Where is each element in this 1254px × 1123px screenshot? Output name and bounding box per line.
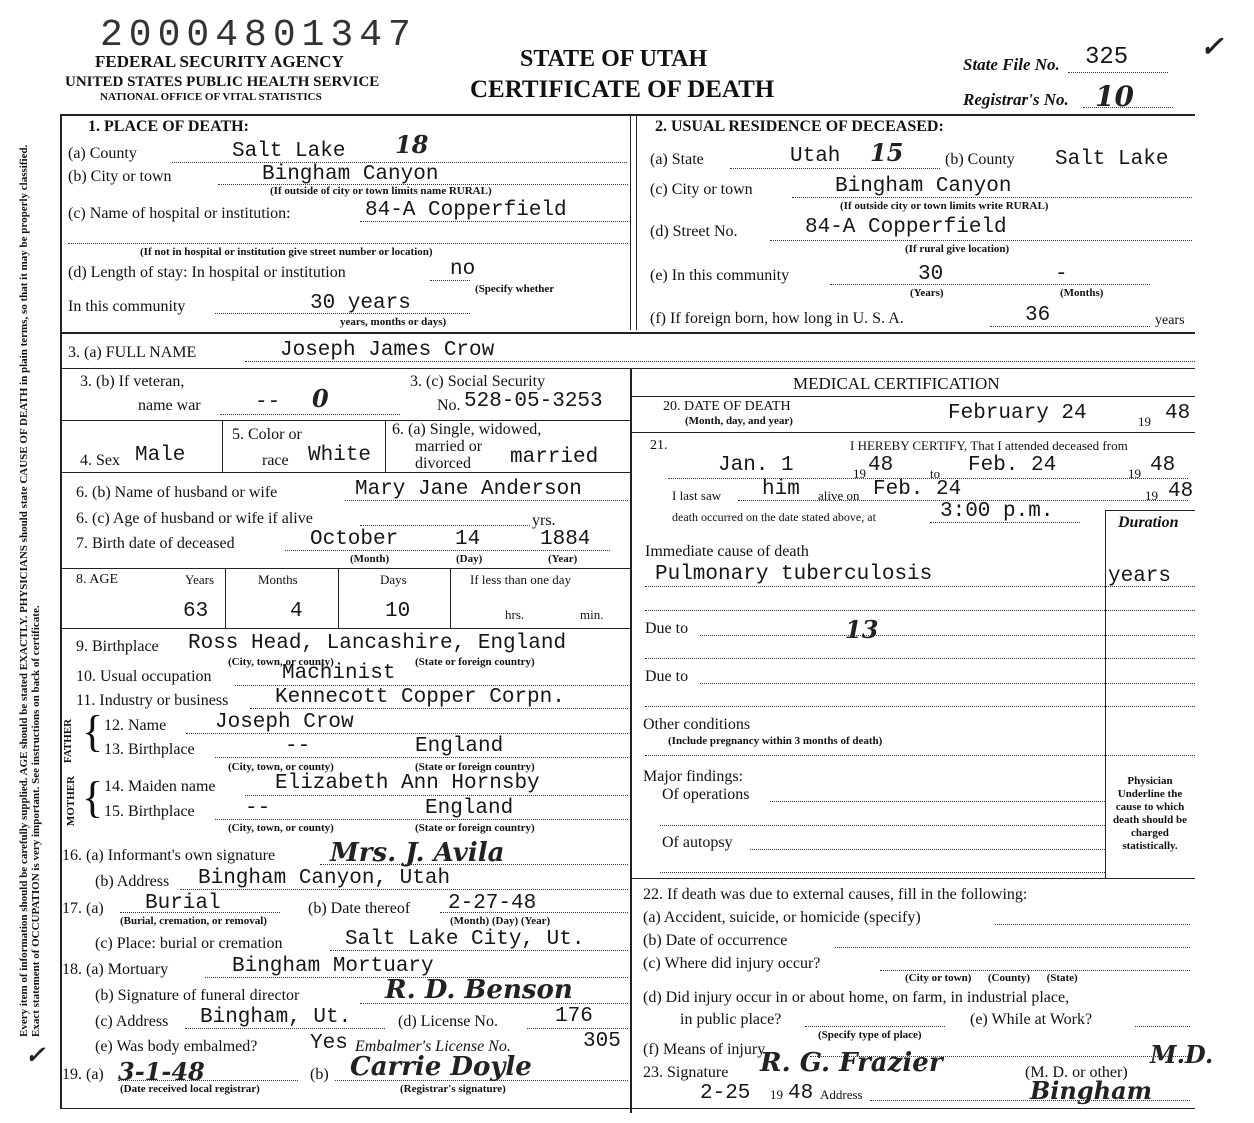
alive-year: 48: [1168, 480, 1194, 503]
s1-city-note: (If outside of city or town limits name RURAL): [270, 185, 492, 197]
father-birthplace-country: England: [415, 735, 504, 758]
place-type-note: (Specify type of place): [818, 1029, 922, 1041]
s2-foreign-value: 36: [1025, 304, 1051, 327]
ss-no-label: No.: [437, 397, 461, 414]
veteran-label: 3. (b) If veteran,: [80, 373, 185, 390]
birthplace-state-note: (State or foreign country): [415, 656, 535, 668]
full-name-value: Joseph James Crow: [280, 339, 495, 362]
home-label: (d) Did injury occur in or about home, on farm, in industrial place,: [643, 989, 1070, 1006]
mother-birthplace-country: England: [425, 797, 514, 820]
accident-label: (a) Accident, suicide, or homicide (specify): [643, 909, 921, 926]
state-file-label: State File No.: [963, 55, 1060, 74]
agency-name: FEDERAL SECURITY AGENCY: [95, 52, 344, 71]
signature-address-value: Bingham: [1030, 1076, 1153, 1105]
s2-county-label: (b) County: [945, 151, 1015, 168]
registrar-sig-note: (Registrar's signature): [400, 1083, 506, 1095]
s1-community-note: years, months or days): [340, 316, 447, 328]
age-years: 63: [183, 600, 209, 623]
father-name-label: 12. Name: [104, 717, 167, 734]
occupation-value: Machinist: [282, 662, 396, 685]
race-label: race: [262, 452, 289, 469]
registrar-signature: Carrie Doyle: [350, 1052, 532, 1082]
last-saw-label: I last saw: [672, 488, 722, 503]
mother-bp-state-note: (State or foreign country): [415, 822, 535, 834]
sex-label: 4. Sex: [80, 452, 120, 469]
informant-signature: Mrs. J. Avila: [330, 838, 505, 868]
s2-foreign-label: (f) If foreign born, how long in U. S. A.: [650, 310, 904, 327]
s2-community-label: (e) In this community: [650, 267, 790, 284]
state-file-value: 325: [1085, 44, 1129, 71]
received-note: (Date received local registrar): [120, 1083, 260, 1095]
alive-label: alive on: [818, 488, 860, 503]
birth-month-note: (Month): [350, 553, 390, 565]
marital-label-2: married or: [415, 438, 483, 455]
external-causes-label: 22. If death was due to external causes, fill in the following:: [643, 886, 1028, 903]
birth-year: 1884: [540, 528, 591, 551]
director-label: (b) Signature of funeral director: [95, 987, 300, 1004]
duration-label: Duration: [1118, 514, 1179, 531]
duration-value: years: [1108, 565, 1172, 588]
s2-community-years: 30: [918, 263, 944, 286]
s2-city-value: Bingham Canyon: [835, 175, 1012, 198]
mother-name-value: Elizabeth Ann Hornsby: [275, 772, 540, 795]
attended-to-date: Feb. 24: [968, 454, 1057, 477]
mother-birthplace-city: --: [245, 797, 271, 820]
due-to-label-1: Due to: [645, 620, 689, 637]
s2-county-value: Salt Lake: [1055, 148, 1169, 171]
disposal-label: 17. (a): [62, 900, 104, 917]
s2-city-label: (c) City or town: [650, 181, 753, 198]
age-days-label: Days: [380, 572, 407, 587]
spouse-age-unit: yrs.: [532, 512, 556, 529]
state-title: STATE OF UTAH: [520, 46, 708, 72]
major-findings-label: Major findings:: [643, 768, 743, 785]
where-label: (c) Where did injury occur?: [643, 955, 821, 972]
attended-to-prefix: 19: [1128, 466, 1141, 481]
check-mark-left: ✓: [25, 1040, 46, 1069]
death-date-label: 20. DATE OF DEATH: [663, 399, 791, 414]
cert-text: I HEREBY CERTIFY, That I attended deceased from: [850, 438, 1128, 453]
ss-value: 528-05-3253: [464, 390, 603, 413]
birthplace-label: 9. Birthplace: [76, 638, 159, 655]
s1-county-value: Salt Lake: [232, 140, 346, 163]
s2-years-note: (Years): [910, 287, 944, 299]
certificate-number: 20004801347: [100, 14, 417, 57]
spouse-age-label: 6. (c) Age of husband or wife if alive: [76, 510, 313, 527]
ss-label: 3. (c) Social Security: [410, 373, 546, 390]
service-name: UNITED STATES PUBLIC HEALTH SERVICE: [65, 74, 380, 90]
where-note: (City or town) (County) (State): [905, 972, 1078, 984]
received-label: 19. (a): [62, 1066, 104, 1083]
father-birthplace-label: 13. Birthplace: [104, 741, 195, 758]
operations-label: Of operations: [662, 786, 750, 803]
age-years-label: Years: [185, 572, 215, 587]
other-conditions-note: (Include pregnancy within 3 months of death): [668, 735, 883, 747]
disposal-value: Burial: [145, 892, 221, 915]
color-label: 5. Color or: [232, 426, 302, 443]
s1-community-label: In this community: [68, 298, 186, 315]
disposal-date-value: 2-27-48: [448, 892, 537, 915]
s1-stay-label: (d) Length of stay: In hospital or institution: [68, 264, 346, 281]
sex-value: Male: [135, 444, 186, 467]
director-signature: R. D. Benson: [385, 975, 573, 1005]
s1-community-value: 30 years: [310, 292, 411, 315]
s2-state-value: Utah: [790, 145, 841, 168]
mother-side-label: MOTHER: [65, 775, 78, 827]
license-label: (d) License No.: [398, 1013, 498, 1030]
death-time: 3:00 p.m.: [940, 500, 1054, 523]
physician-signature: R. G. Frazier: [760, 1048, 943, 1078]
death-date-value: February 24: [948, 402, 1087, 425]
signature-year: 48: [788, 1082, 814, 1105]
disposal-date-label: (b) Date thereof: [308, 900, 411, 917]
brace-mother: {: [82, 773, 104, 822]
spouse-label: 6. (b) Name of husband or wife: [76, 484, 278, 501]
birth-day: 14: [455, 528, 481, 551]
marital-value: married: [510, 446, 599, 469]
s2-foreign-unit: years: [1155, 313, 1185, 328]
alive-prefix: 19: [1145, 488, 1158, 503]
check-mark-top: ✓: [1200, 30, 1224, 63]
other-conditions-label: Other conditions: [643, 716, 751, 733]
war-value: --: [255, 391, 281, 414]
public-label: in public place?: [680, 1011, 782, 1028]
mother-name-label: 14. Maiden name: [104, 778, 216, 795]
medical-title: MEDICAL CERTIFICATION: [793, 374, 1000, 393]
father-side-label: FATHER: [62, 718, 75, 764]
death-year-value: 48: [1165, 402, 1191, 425]
birthplace-city-note: (City, town, or county): [228, 656, 334, 668]
embalmer-license-label: Embalmer's License No.: [355, 1038, 511, 1055]
age-days: 10: [385, 600, 411, 623]
s1-hospital-note: (If not in hospital or institution give street number or location): [140, 246, 433, 258]
attended-from-prefix: 19: [853, 466, 866, 481]
occupation-label: 10. Usual occupation: [76, 668, 212, 685]
mortuary-value: Bingham Mortuary: [232, 955, 434, 978]
father-birthplace-city: --: [285, 735, 311, 758]
s2-city-note: (If outside city or town limits write RURAL): [840, 200, 1049, 212]
s2-state-label: (a) State: [650, 151, 704, 168]
birth-date-label: 7. Birth date of deceased: [76, 535, 235, 552]
s2-street-note: (If rural give location): [905, 243, 1010, 255]
embalmer-license-value: 305: [583, 1030, 621, 1053]
s1-county-mark: 18: [395, 130, 429, 159]
due-to-label-2: Due to: [645, 668, 689, 685]
s1-city-value: Bingham Canyon: [262, 163, 439, 186]
autopsy-label: Of autopsy: [662, 834, 733, 851]
license-value: 176: [555, 1005, 593, 1028]
signature-address-label: Address: [820, 1087, 863, 1102]
full-name-label: 3. (a) FULL NAME: [68, 344, 197, 361]
mother-bp-city-note: (City, town, or county): [228, 822, 334, 834]
s2-street-label: (d) Street No.: [650, 223, 738, 240]
disposal-date-note: (Month) (Day) (Year): [450, 915, 551, 927]
underline-note: Physician Underline the cause to which death should be charged statistically.: [1113, 775, 1187, 852]
mortuary-address-label: (c) Address: [95, 1013, 169, 1030]
registrar-number-label: Registrar's No.: [963, 90, 1069, 109]
s2-state-mark: 15: [870, 138, 904, 167]
received-value: 3-1-48: [118, 1057, 205, 1086]
burial-place-value: Salt Lake City, Ut.: [345, 928, 585, 951]
s2-community-months: -: [1055, 263, 1068, 286]
war-mark: 0: [312, 384, 329, 413]
attended-to-label: to: [930, 466, 941, 481]
age-months-label: Months: [258, 572, 298, 587]
birth-month: October: [310, 528, 399, 551]
attended-from-date: Jan. 1: [718, 454, 794, 477]
office-name: NATIONAL OFFICE OF VITAL STATISTICS: [100, 91, 322, 103]
s1-county-label: (a) County: [68, 145, 137, 162]
at-work-label: (e) While at Work?: [970, 1011, 1093, 1028]
informant-address-value: Bingham Canyon, Utah: [198, 867, 451, 890]
residence-title: 2. USUAL RESIDENCE OF DECEASED:: [655, 118, 944, 135]
registrar-sig-label: (b): [310, 1066, 329, 1083]
attended-to-year: 48: [1150, 454, 1176, 477]
means-label: (f) Means of injury: [643, 1041, 766, 1058]
s2-months-note: (Months): [1060, 287, 1104, 299]
alive-date: Feb. 24: [873, 478, 962, 501]
father-bp-state-note: (State or foreign country): [415, 761, 535, 773]
mother-birthplace-label: 15. Birthplace: [104, 803, 195, 820]
signature-date: 2-25: [700, 1082, 751, 1105]
attended-from-year: 48: [868, 454, 894, 477]
s1-stay-value: no: [450, 258, 476, 281]
embalmed-value: Yes: [310, 1032, 348, 1055]
industry-value: Kennecott Copper Corpn.: [275, 686, 565, 709]
brace-father: {: [82, 707, 104, 756]
s2-street-value: 84-A Copperfield: [805, 216, 1007, 239]
birthplace-value: Ross Head, Lancashire, England: [188, 632, 567, 655]
age-lt-label: If less than one day: [470, 572, 572, 587]
race-value: White: [308, 444, 372, 467]
s1-hospital-label: (c) Name of hospital or institution:: [68, 205, 291, 222]
burial-place-label: (c) Place: burial or cremation: [95, 935, 283, 952]
s1-hospital-value: 84-A Copperfield: [365, 199, 567, 222]
marital-label-1: 6. (a) Single, widowed,: [392, 421, 542, 438]
war-label: name war: [138, 397, 201, 414]
md-value: M.D.: [1150, 1040, 1214, 1069]
informant-label: 16. (a) Informant's own signature: [62, 847, 276, 864]
last-saw-value: him: [762, 478, 800, 501]
s1-city-label: (b) City or town: [68, 168, 172, 185]
immediate-cause-label: Immediate cause of death: [645, 543, 809, 560]
birth-year-note: (Year): [548, 553, 578, 565]
cert-label: 21.: [650, 438, 668, 453]
signature-year-prefix: 19: [770, 1087, 783, 1102]
industry-label: 11. Industry or business: [76, 692, 229, 709]
informant-address-label: (b) Address: [95, 873, 170, 890]
margin-instructions: Every item of information should be carefully supplied. AGE should be stated EXACTLY. PHYSICIANS should state CAUSE OF DEATH in plain terms, so that it may be properly classified. Exact statement of OCCUPATION is very important. See instructions on back of certificate.: [18, 144, 42, 1037]
age-months: 4: [290, 600, 303, 623]
mortuary-address-value: Bingham, Ut.: [200, 1006, 352, 1029]
age-hrs: hrs.: [505, 607, 525, 622]
place-of-death-title: 1. PLACE OF DEATH:: [88, 118, 249, 135]
occurrence-label: (b) Date of occurrence: [643, 932, 788, 949]
spouse-value: Mary Jane Anderson: [355, 478, 582, 501]
immediate-cause-value: Pulmonary tuberculosis: [655, 563, 933, 586]
certificate-title: CERTIFICATE OF DEATH: [470, 76, 775, 103]
father-bp-city-note: (City, town, or county): [228, 761, 334, 773]
death-year-prefix: 19: [1138, 414, 1151, 429]
embalmed-label: (e) Was body embalmed?: [95, 1038, 258, 1055]
birth-day-note: (Day): [456, 553, 483, 565]
marital-label-3: divorced: [415, 455, 471, 472]
disposal-note: (Burial, cremation, or removal): [120, 915, 267, 927]
mortuary-label: 18. (a) Mortuary: [62, 961, 169, 978]
age-label: 8. AGE: [76, 572, 118, 587]
death-date-note: (Month, day, and year): [685, 415, 793, 427]
father-name-value: Joseph Crow: [215, 711, 354, 734]
age-min: min.: [580, 607, 604, 622]
signature-label: 23. Signature: [643, 1064, 729, 1081]
md-label: (M. D. or other): [1025, 1064, 1128, 1081]
occurred-label: death occurred on the date stated above, at: [672, 510, 876, 524]
s1-stay-note: (Specify whether: [475, 283, 555, 295]
registrar-number-value: 10: [1095, 80, 1134, 113]
due-to-mark: 13: [845, 615, 879, 644]
